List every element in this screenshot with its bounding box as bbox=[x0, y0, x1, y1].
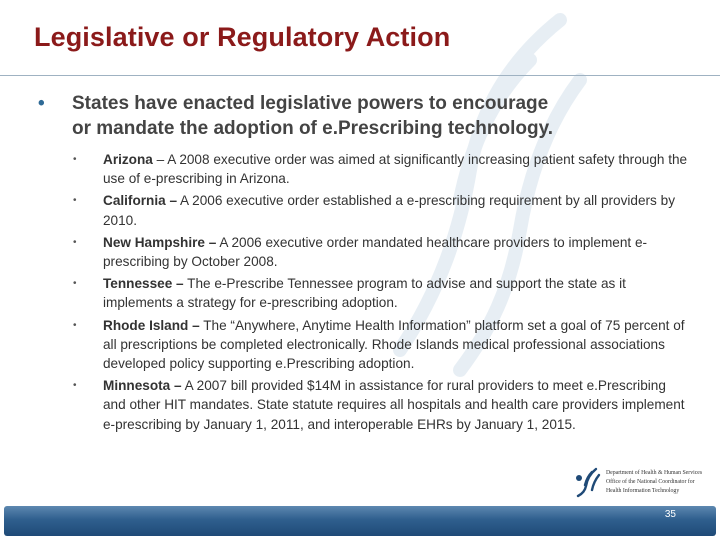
state-name: California – bbox=[103, 193, 178, 209]
bullet-icon: • bbox=[38, 93, 45, 114]
state-name: Arizona bbox=[103, 152, 153, 167]
state-name: Minnesota – bbox=[103, 378, 182, 394]
state-description: – A 2008 executive order was aimed at significantly increasing patient safety through the use of e-prescribing in Arizona. bbox=[103, 152, 688, 187]
sub-bullet-icon: • bbox=[73, 154, 77, 165]
page-number: 35 bbox=[664, 509, 676, 520]
hhs-eagle-icon bbox=[570, 466, 602, 498]
sub-bullet-icon: • bbox=[73, 278, 77, 290]
state-name: New Hampshire – bbox=[103, 234, 217, 250]
list-item-california bbox=[70, 191, 690, 229]
list-item-rhode-island bbox=[70, 316, 690, 374]
list-item-minnesota bbox=[70, 376, 690, 434]
state-description: A 2007 bill provided $14M in assistance for rural providers to meet e.Prescribing and other HIT mandates. State statute requires all hospitals and health care providers implement e-prescribing by January 1, 2011, and interoperable EHRs by January 1, 2015. bbox=[103, 378, 685, 432]
hhs-logo bbox=[570, 466, 710, 500]
main-bullet-line2: or mandate the adoption of e.Prescribing technology. bbox=[72, 118, 554, 139]
logo-line-department: Department of Health & Human Services bbox=[606, 470, 703, 476]
main-bullet-line1: States have enacted legislative powers to encourage bbox=[72, 93, 549, 114]
state-description: The “Anywhere, Anytime Health Information” platform set a goal of 75 percent of all prescriptions be completed electronically. Rhode Islands medical professional associations developed policy supporting e.Prescribing adoption. bbox=[103, 317, 685, 372]
list-item-new-hampshire bbox=[70, 233, 690, 271]
sub-bullet-icon: • bbox=[73, 236, 77, 248]
sub-bullet-icon: • bbox=[73, 319, 77, 331]
logo-line-hit: Health Information Technology bbox=[606, 488, 680, 494]
state-description: A 2006 executive order mandated healthcare providers to implement e-prescribing by October 2008. bbox=[103, 234, 648, 270]
list-item-tennessee bbox=[70, 274, 690, 312]
state-name: Rhode Island – bbox=[103, 317, 200, 333]
logo-line-office: Office of the National Coordinator for bbox=[606, 479, 695, 485]
sub-bullet-icon: • bbox=[73, 195, 77, 207]
state-description: A 2006 executive order established a e-prescribing requirement by all providers by 2010. bbox=[103, 193, 675, 228]
state-list bbox=[70, 150, 690, 437]
main-bullet bbox=[38, 91, 688, 141]
list-item-arizona bbox=[70, 150, 690, 188]
slide-title: Legislative or Regulatory Action bbox=[34, 22, 451, 52]
state-name: Tennessee – bbox=[103, 276, 184, 292]
footer-bar bbox=[4, 506, 716, 536]
state-description: The e-Prescribe Tennessee program to advise and support the state as it implements a strategy for e-prescribing adoption. bbox=[103, 276, 626, 311]
sub-bullet-icon: • bbox=[73, 380, 77, 392]
title-divider bbox=[0, 75, 720, 76]
